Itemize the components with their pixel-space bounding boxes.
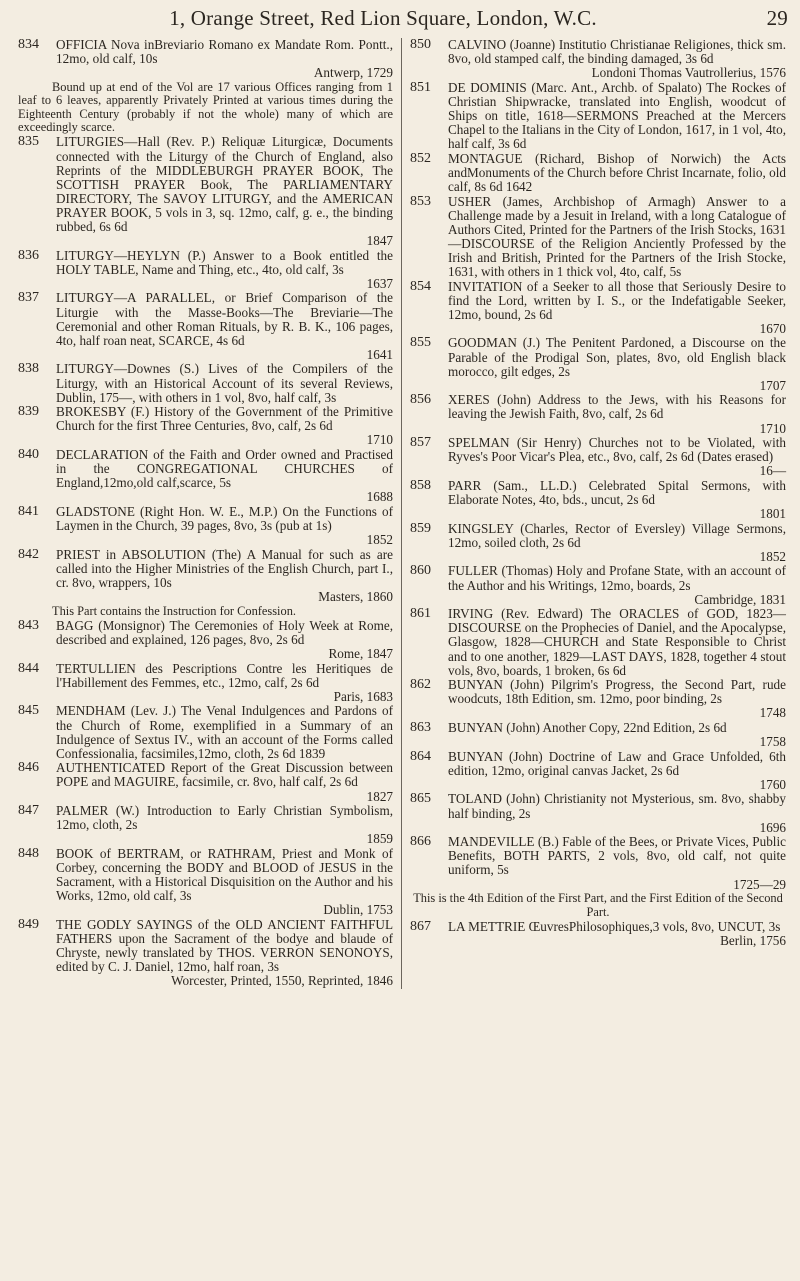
lot-description — [448, 835, 786, 891]
lot-imprint: 1760 — [759, 776, 786, 792]
lot-description — [448, 678, 786, 720]
page-header — [18, 6, 788, 38]
catalogue-entry — [410, 564, 786, 606]
lot-number: 859 — [410, 520, 431, 536]
lot-number: 846 — [18, 760, 39, 776]
catalogue-entry — [18, 448, 393, 504]
lot-description — [448, 479, 786, 521]
lot-imprint: 1710 — [759, 420, 786, 436]
catalogue-entry — [18, 761, 393, 803]
lot-imprint: 1801 — [759, 506, 786, 522]
lot-text: BAGG (Monsignor) The Ceremonies of Holy Week at Rome, described and explained, 126 pages, 8vo, 2s 6d — [56, 617, 393, 647]
lot-imprint: 1725—29 — [733, 876, 786, 892]
lot-description — [448, 607, 786, 677]
lot-text: LITURGY—HEYLYN (P.) Answer to a Book entitled the HOLY TABLE, Name and Thing, etc., 4to, old calf, 3s — [56, 247, 393, 277]
catalogue-entry — [410, 522, 786, 564]
catalogue-entry — [410, 750, 786, 792]
lot-imprint: 1637 — [366, 275, 393, 291]
lot-description — [448, 750, 786, 792]
lot-text: KINGSLEY (Charles, Rector of Eversley) Village Sermons, 12mo, soiled cloth, 2s 6d — [448, 520, 786, 550]
lot-imprint: 1710 — [366, 432, 393, 448]
catalogue-entry — [18, 405, 393, 447]
catalogue-entry — [410, 393, 786, 435]
lot-description — [56, 619, 393, 661]
lot-imprint: Paris, 1683 — [333, 688, 393, 704]
lot-imprint: 16— — [759, 463, 786, 479]
lot-description — [56, 847, 393, 917]
lot-imprint: 1852 — [759, 548, 786, 564]
lot-text: OFFICIA Nova inBreviario Romano ex Mandate Rom. Pontt., 12mo, old calf, 10s — [56, 37, 393, 67]
catalogue-entry — [410, 792, 786, 834]
catalogue-entry — [18, 847, 393, 917]
lot-number: 863 — [410, 720, 431, 735]
lot-number: 847 — [18, 803, 39, 819]
lot-description — [448, 721, 786, 749]
lot-number: 858 — [410, 477, 431, 493]
lot-text: AUTHENTICATED Report of the Great Discussion between POPE and MAGUIRE, facsimile, cr. 8vo, half calf, 2s 6d — [56, 760, 393, 790]
catalogue-entry — [18, 249, 393, 291]
catalogue-entry — [410, 607, 786, 677]
lot-text: DECLARATION of the Faith and Order owned and Practised in the CONGREGATIONAL CHURCHES of England,12mo,old calf,scarce, 5s — [56, 446, 393, 491]
lot-number: 848 — [18, 845, 39, 861]
lot-description — [56, 291, 393, 361]
lot-number: 867 — [410, 918, 431, 934]
lot-text: TERTULLIEN des Pescriptions Contre les Heritiques de l'Habillement des Femmes, etc., 12mo, calf, 2s 6d — [56, 660, 393, 690]
lot-number: 835 — [18, 134, 39, 150]
lot-description — [56, 918, 393, 988]
lot-description — [448, 522, 786, 564]
lot-text: MANDEVILLE (B.) Fable of the Bees, or Private Vices, Public Benefits, BOTH PARTS, 2 vols, 8vo, old calf, not quite uniform, 5s — [448, 834, 786, 878]
lot-imprint: Worcester, Printed, 1550, Reprinted, 1846 — [171, 973, 393, 989]
lot-text: LITURGIES—Hall (Rev. P.) Reliquæ Liturgicæ, Documents connected with the Liturgy of the Church of England, also Reprints of the MIDDLEBURGH PRAYER BOOK, The SCOTTISH PRAYER Book, The PARLIAMENTARY DIRECTORY, The SAVOY LITURGY, and the AMERICAN PRAYER BOOK, 5 vols in 3, sq. 12mo, calf, g. e., the binding rubbed, 6s 6d — [56, 134, 393, 234]
catalogue-entry — [18, 619, 393, 661]
lot-imprint: Londoni Thomas Vautrollerius, 1576 — [591, 65, 786, 81]
lot-imprint: 1688 — [366, 489, 393, 505]
lot-imprint: 1852 — [366, 532, 393, 548]
lot-number: 845 — [18, 703, 39, 719]
lot-description — [56, 662, 393, 704]
lot-text: THE GODLY SAYINGS of the OLD ANCIENT FAITHFUL FATHERS upon the Sacrament of the bodye and blaude of Chryste, newly translated by THOS. VERRON SENONOYS, edited by C. J. Daniel, 12mo, half roan, 3s — [56, 916, 393, 975]
catalogue-entry — [18, 505, 393, 547]
lot-number: 861 — [410, 606, 431, 622]
catalogue-note: This is the 4th Edition of the First Part, and the First Edition of the Second Part. — [413, 891, 783, 919]
lot-number: 862 — [410, 677, 431, 693]
lot-number: 851 — [410, 79, 431, 95]
lot-text: BROKESBY (F.) History of the Government of the Primitive Church for the first Three Centuries, 8vo, calf, 2s 6d — [56, 404, 393, 434]
lot-number: 838 — [18, 361, 39, 377]
lot-text: BUNYAN (John) Pilgrim's Progress, the Second Part, rude woodcuts, 18th Edition, sm. 12mo, poor binding, 2s — [448, 677, 786, 707]
lot-number: 844 — [18, 660, 39, 676]
lot-number: 841 — [18, 503, 39, 519]
lot-description — [56, 38, 393, 80]
lot-description — [56, 135, 393, 248]
lot-number: 866 — [410, 834, 431, 850]
lot-description — [56, 448, 393, 504]
lot-imprint: 1847 — [366, 233, 393, 249]
lot-imprint: 1859 — [366, 831, 393, 847]
lot-text: USHER (James, Archbishop of Armagh) Answer to a Challenge made by a Jesuit in Ireland, with a long Catalogue of Authors Cited, Printed for the Partners of the Irish Stocks, 1631—DISCOURSE of the Religion Anciently Professed by the Irish and British, Printed for the Partners of the Irish Stocke, 1631, with others in 1 thick vol, 4to, calf, 5s — [448, 193, 786, 279]
catalogue-entry — [410, 678, 786, 720]
catalogue-entry — [410, 336, 786, 392]
lot-description — [56, 548, 393, 604]
lot-number: 834 — [18, 37, 39, 52]
lot-text: XERES (John) Address to the Jews, with his Reasons for leaving the Jewish Faith, 8vo, calf, 2s 6d — [448, 392, 786, 422]
lot-imprint: Rome, 1847 — [328, 646, 393, 662]
lot-number: 852 — [410, 150, 431, 166]
lot-number: 853 — [410, 193, 431, 209]
catalogue-entry — [18, 291, 393, 361]
left-column — [18, 38, 402, 989]
lot-description — [56, 804, 393, 846]
catalogue-entry — [18, 362, 393, 404]
lot-description — [448, 564, 786, 606]
lot-description — [56, 704, 393, 760]
lot-text: MENDHAM (Lev. J.) The Venal Indulgences and Pardons of the Church of Rome, exemplified in a Summary of an Indulgence of Sextus IV., with an account of the Forms called Confessionalia, facsimiles,12mo, cloth, 2s 6d 1839 — [56, 703, 393, 761]
lot-number: 865 — [410, 791, 431, 807]
catalogue-entry — [410, 479, 786, 521]
catalogue-entry — [410, 38, 786, 80]
lot-description — [448, 920, 786, 948]
catalogue-entry — [18, 548, 393, 604]
catalogue-entry — [410, 81, 786, 151]
lot-text: PALMER (W.) Introduction to Early Christian Symbolism, 12mo, cloth, 2s — [56, 803, 393, 833]
lot-text: CALVINO (Joanne) Institutio Christianae Religiones, thick sm. 8vo, old stamped calf, the binding damaged, 3s 6d — [448, 37, 786, 67]
lot-text: LA METTRIE ŒuvresPhilosophiques,3 vols, 8vo, UNCUT, 3s — [448, 918, 781, 934]
catalogue-entry — [410, 835, 786, 891]
lot-description — [448, 393, 786, 435]
lot-description — [448, 195, 786, 280]
lot-imprint: 1696 — [759, 819, 786, 835]
lot-text: BUNYAN (John) Doctrine of Law and Grace Unfolded, 6th edition, 12mo, original canvas Jacket, 2s 6d — [448, 748, 786, 778]
catalogue-entry — [410, 721, 786, 749]
catalogue-note: Bound up at end of the Vol are 17 various Offices ranging from 1 leaf to 6 leaves, apparently Privately Printed at various times during the Eighteenth Century (probably if not the whole) many of which are exceedingly scarce. — [18, 79, 393, 134]
lot-imprint: 1827 — [366, 788, 393, 804]
lot-imprint: Masters, 1860 — [318, 588, 393, 604]
lot-number: 842 — [18, 546, 39, 562]
lot-number: 860 — [410, 563, 431, 579]
lot-number: 836 — [18, 247, 39, 263]
lot-description — [56, 362, 393, 404]
lot-text: LITURGY—Downes (S.) Lives of the Compilers of the Liturgy, with an Historical Account of its several Reviews, Dublin, 175—, with others in 1 vol, 8vo, half calf, 3s — [56, 361, 393, 405]
catalogue-entry — [18, 38, 393, 80]
lot-number: 855 — [410, 335, 431, 351]
lot-number: 854 — [410, 278, 431, 294]
lot-text: MONTAGUE (Richard, Bishop of Norwich) the Acts andMonuments of the Church before Christ Incarnate, folio, old calf, 8s 6d 1642 — [448, 150, 786, 194]
lot-imprint: Berlin, 1756 — [720, 933, 786, 949]
catalogue-entry — [410, 436, 786, 478]
lot-description — [56, 505, 393, 547]
lot-imprint: 1748 — [759, 705, 786, 721]
lot-imprint: 1758 — [759, 734, 786, 750]
lot-description — [56, 249, 393, 291]
lot-text: GOODMAN (J.) The Penitent Pardoned, a Discourse on the Parable of the Prodigal Son, plates, 8vo, old English black morocco, gilt edges, 2s — [448, 335, 786, 379]
lot-number: 857 — [410, 435, 431, 451]
lot-imprint: 1707 — [759, 377, 786, 393]
lot-text: FULLER (Thomas) Holy and Profane State, with an account of the Author and his Writings, 12mo, boards, 2s — [448, 563, 786, 593]
lot-text: DE DOMINIS (Marc. Ant., Archb. of Spalato) The Rockes of Christian Shipwracke, translated into English, woodcut of Ships on title, 1618—SERMONS Preached at the Mercers Chapel to the Italians in the City of London, 1617, in 1 vol, 4to, half calf, 3s 6d — [448, 79, 786, 152]
lot-imprint: Antwerp, 1729 — [313, 65, 393, 81]
lot-number: 837 — [18, 290, 39, 306]
lot-text: PRIEST in ABSOLUTION (The) A Manual for such as are called into the Higher Ministries of the English Church, part I., cr. 8vo, wrappers, 10s — [56, 546, 393, 590]
lot-number: 840 — [18, 446, 39, 462]
catalogue-entry — [18, 804, 393, 846]
lot-text: INVITATION of a Seeker to all those that Seriously Desire to find the Lord, written by I. S., or the Indefatigable Seeker, 12mo, bound, 2s 6d — [448, 278, 786, 322]
lot-text: IRVING (Rev. Edward) The ORACLES of GOD, 1823—DISCOURSE on the Prophecies of Daniel, and the Apocalypse, Glasgow, 1828—CHURCH and State Responsible to Christ and to one another, 1829—LAST DAYS, 1828, together 4 stout vols, 8vo, boards, 1 broken, 6s 6d — [448, 606, 786, 678]
catalogue-entry — [18, 704, 393, 760]
lot-description — [448, 152, 786, 194]
lot-description — [448, 792, 786, 834]
catalogue-columns — [18, 38, 788, 989]
catalogue-entry — [410, 280, 786, 336]
lot-description — [56, 405, 393, 447]
lot-imprint: 1670 — [759, 320, 786, 336]
lot-number: 843 — [18, 617, 39, 633]
lot-number: 856 — [410, 392, 431, 408]
lot-imprint: Cambridge, 1831 — [694, 591, 786, 607]
lot-description — [448, 81, 786, 151]
catalogue-entry — [410, 920, 786, 948]
lot-description — [56, 761, 393, 803]
lot-text: LITURGY—A PARALLEL, or Brief Comparison of the Liturgie with the Masse-Books—The Breviarie—The Ceremonial and other Roman Rituals, by R. B. K., 106 pages, 4to, half roan neat, SCARCE, 4s 6d — [56, 290, 393, 348]
lot-text: TOLAND (John) Christianity not Mysterious, sm. 8vo, shabby half binding, 2s — [448, 791, 786, 821]
lot-description — [448, 336, 786, 392]
lot-imprint: Dublin, 1753 — [323, 902, 393, 918]
page-number: 29 — [766, 6, 788, 30]
lot-text: PARR (Sam., LL.D.) Celebrated Spital Sermons, with Elaborate Notes, 4to, bds., uncut, 2s 6d — [448, 477, 786, 507]
catalogue-entry — [410, 152, 786, 194]
lot-number: 864 — [410, 748, 431, 764]
lot-text: BOOK of BERTRAM, or RATHRAM, Priest and Monk of Corbey, concerning the BODY and BLOOD of JESUS in the Sacrament, with a Historical Disquisition on the Author and his Works, 12mo, old calf, 3s — [56, 845, 393, 904]
lot-text: BUNYAN (John) Another Copy, 22nd Edition, 2s 6d — [448, 720, 727, 735]
lot-number: 839 — [18, 404, 39, 420]
lot-imprint: 1641 — [366, 346, 393, 362]
lot-text: GLADSTONE (Right Hon. W. E., M.P.) On the Functions of Laymen in the Church, 39 pages, 8vo, 3s (pub at 1s) — [56, 503, 393, 533]
right-column — [402, 38, 786, 989]
catalogue-entry — [18, 662, 393, 704]
lot-description — [448, 38, 786, 80]
header-address: 1, Orange Street, Red Lion Square, London, W.C. — [169, 6, 597, 30]
lot-number: 849 — [18, 916, 39, 932]
lot-number: 850 — [410, 37, 431, 52]
lot-text: SPELMAN (Sir Henry) Churches not to be Violated, with Ryves's Poor Vicar's Plea, etc., 8vo, calf, 2s 6d (Dates erased) — [448, 435, 786, 465]
catalogue-entry — [18, 135, 393, 248]
lot-description — [448, 280, 786, 336]
catalogue-entry — [18, 918, 393, 988]
catalogue-entry — [410, 195, 786, 280]
lot-description — [448, 436, 786, 478]
catalogue-note: This Part contains the Instruction for Confession. — [52, 603, 296, 618]
